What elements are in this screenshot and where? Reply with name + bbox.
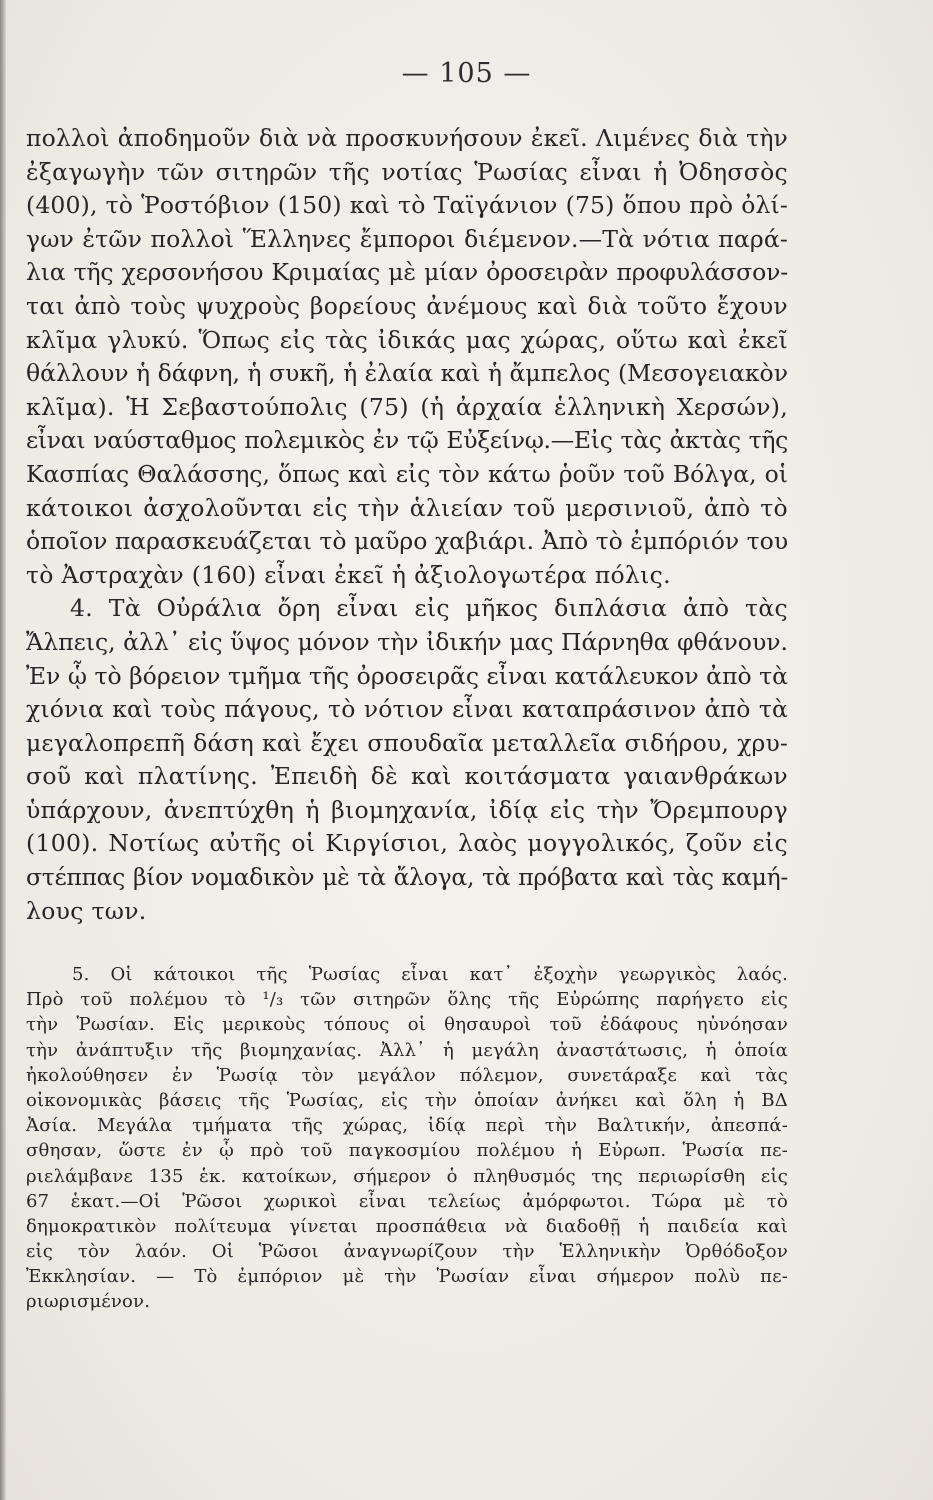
small-text-line: ριωρισμένον. xyxy=(26,1291,151,1313)
text-line: κλῖμα). Ἡ Σεβαστούπολις (75) (ἡ ἀρχαία ἑλληνικὴ Χερσών), xyxy=(26,392,788,421)
text-line: στέππας βίον νομαδικὸν μὲ τὰ ἄλογα, τὰ πρόβατα καὶ τὰς καμή- xyxy=(26,863,788,892)
text-line: (400), τὸ Ῥοστόβιον (150) καὶ τὸ Ταϊγάνιον (75) ὅπου πρὸ ὀλί- xyxy=(26,191,788,220)
text-line: Κασπίας Θαλάσσης, ὅπως καὶ εἰς τὸν κάτω ῥοῦν τοῦ Βόλγα, οἱ xyxy=(26,459,788,488)
small-text-line: 67 ἑκατ.—Οἱ Ῥῶσοι χωρικοὶ εἶναι τελείως ἀμόρφωτοι. Τώρα μὲ τὸ xyxy=(26,1190,788,1212)
text-line: ὑπάρχουν, ἀνεπτύχθη ἡ βιομηχανία, ἰδίᾳ εἰς τὴν Ὄρεμπουργ xyxy=(26,795,788,824)
small-text-line: Ἐκκλησίαν. — Τὸ ἐμπόριον μὲ τὴν Ῥωσίαν εἶναι σήμερον πολὺ πε- xyxy=(26,1266,788,1288)
small-text-line: σθησαν, ὥστε ἐν ᾧ πρὸ τοῦ παγκοσμίου πολέμου ἡ Εὐρωπ. Ῥωσία πε- xyxy=(26,1140,788,1162)
small-text-line: εἰς τὸν λαόν. Οἱ Ῥῶσοι ἀναγνωρίζουν τὴν Ἑλληνικὴν Ὀρθόδοξον xyxy=(26,1241,788,1263)
page-number: — 105 — xyxy=(401,58,532,89)
text-line: ἐξαγωγὴν τῶν σιτηρῶν τῆς νοτίας Ῥωσίας εἶναι ἡ Ὀδησσὸς xyxy=(26,157,788,186)
small-text-line: ριελάμβανε 135 ἑκ. κατοίκων, σήμερον ὁ πληθυσμός της περιωρίσθη εἰς xyxy=(26,1165,788,1187)
text-line: λια τῆς χερσονήσου Κριμαίας μὲ μίαν ὀροσειρὰν προφυλάσσον- xyxy=(26,258,788,287)
small-text-line: Ἀσία. Μεγάλα τμήματα τῆς χώρας, ἰδίᾳ περὶ τὴν Βαλτικήν, ἀπεσπά- xyxy=(26,1115,788,1137)
text-line: λους των. xyxy=(26,896,147,925)
small-text-line: δημοκρατικὸν πολίτευμα γίνεται προσπάθεια νὰ διαδοθῇ ἡ παιδεία καὶ xyxy=(26,1215,788,1237)
text-line: Ἐν ᾧ τὸ βόρειον τμῆμα τῆς ὀροσειρᾶς εἶναι κατάλευκον ἀπὸ τὰ xyxy=(26,661,788,690)
text-line: γων ἐτῶν πολλοὶ Ἕλληνες ἔμποροι διέμενον.—Τὰ νότια παρά- xyxy=(26,224,788,253)
text-line: πολλοὶ ἀποδημοῦν διὰ νὰ προσκυνήσουν ἐκεῖ. Λιμένες διὰ τὴν xyxy=(26,124,788,152)
small-print-block xyxy=(26,962,788,1315)
small-text-line: ἠκολούθησεν ἐν Ῥωσίᾳ τὸν μεγάλον πόλεμον, συνετάραξε καὶ τὰς xyxy=(26,1064,788,1086)
main-text-block xyxy=(26,122,788,928)
text-line: ται ἀπὸ τοὺς ψυχροὺς βορείους ἀνέμους καὶ διὰ τοῦτο ἔχουν xyxy=(26,291,788,320)
small-text-line: οἰκονομικὰς βάσεις τῆς Ῥωσίας, εἰς τὴν ὁποίαν ἀνήκει καὶ ὅλη ἡ ΒΔ xyxy=(26,1089,788,1111)
text-line: Ἄλπεις, ἀλλ᾽ εἰς ὕψος μόνον τὴν ἰδικήν μας Πάρνηθα φθάνουν. xyxy=(26,627,788,656)
small-text-line: Πρὸ τοῦ πολέμου τὸ ¹/₃ τῶν σιτηρῶν ὅλης τῆς Εὐρώπης παρήγετο εἰς xyxy=(26,989,788,1011)
text-line: κάτοικοι ἀσχολοῦνται εἰς τὴν ἁλιείαν τοῦ μερσινιοῦ, ἀπὸ τὸ xyxy=(26,493,788,522)
text-line: χιόνια καὶ τοὺς πάγους, τὸ νότιον εἶναι καταπράσινον ἀπὸ τὰ xyxy=(26,695,788,724)
section-4-heading-line: 4. Τὰ Οὐράλια ὄρη εἶναι εἰς μῆκος διπλάσια ἀπὸ τὰς xyxy=(70,594,788,623)
text-line: ὁποῖον παρασκευάζεται τὸ μαῦρο χαβιάρι. Ἀπὸ τὸ ἐμπόριόν του xyxy=(26,527,789,556)
text-line: σοῦ καὶ πλατίνης. Ἐπειδὴ δὲ καὶ κοιτάσματα γαιανθράκων xyxy=(26,762,788,791)
section-5-heading-line: 5. Οἱ κάτοικοι τῆς Ῥωσίας εἶναι κατ᾽ ἐξοχὴν γεωργικὸς λαός. xyxy=(72,964,788,985)
small-text-line: τὴν ἀνάπτυξιν τῆς βιομηχανίας. Ἀλλ᾽ ἡ μεγάλη ἀναστάτωσις, ἡ ὁποία xyxy=(26,1039,788,1061)
text-line: τὸ Ἀστραχὰν (160) εἶναι ἐκεῖ ἡ ἀξιολογωτέρα πόλις. xyxy=(26,560,671,589)
text-line: κλῖμα γλυκύ. Ὅπως εἰς τὰς ἰδικάς μας χώρας, οὕτω καὶ ἐκεῖ xyxy=(26,325,788,354)
text-line: μεγαλοπρεπῆ δάση καὶ ἔχει σπουδαῖα μεταλλεῖα σιδήρου, χρυ- xyxy=(26,728,788,757)
page-binding-edge xyxy=(0,0,6,1500)
text-line: εἶναι ναύσταθμος πολεμικὸς ἐν τῷ Εὐξείνῳ.—Εἰς τὰς ἀκτὰς τῆς xyxy=(26,426,788,455)
small-text-line: τὴν Ῥωσίαν. Εἰς μερικοὺς τόπους οἱ θησαυροὶ τοῦ ἐδάφους ηὐνόησαν xyxy=(26,1014,788,1036)
text-line: θάλλουν ἡ δάφνη, ἡ συκῆ, ἡ ἐλαία καὶ ἡ ἄμπελος (Μεσογειακὸν xyxy=(26,359,788,388)
text-line: (100). Νοτίως αὐτῆς οἱ Κιργίσιοι, λαὸς μογγολικός, ζοῦν εἰς xyxy=(26,829,788,858)
